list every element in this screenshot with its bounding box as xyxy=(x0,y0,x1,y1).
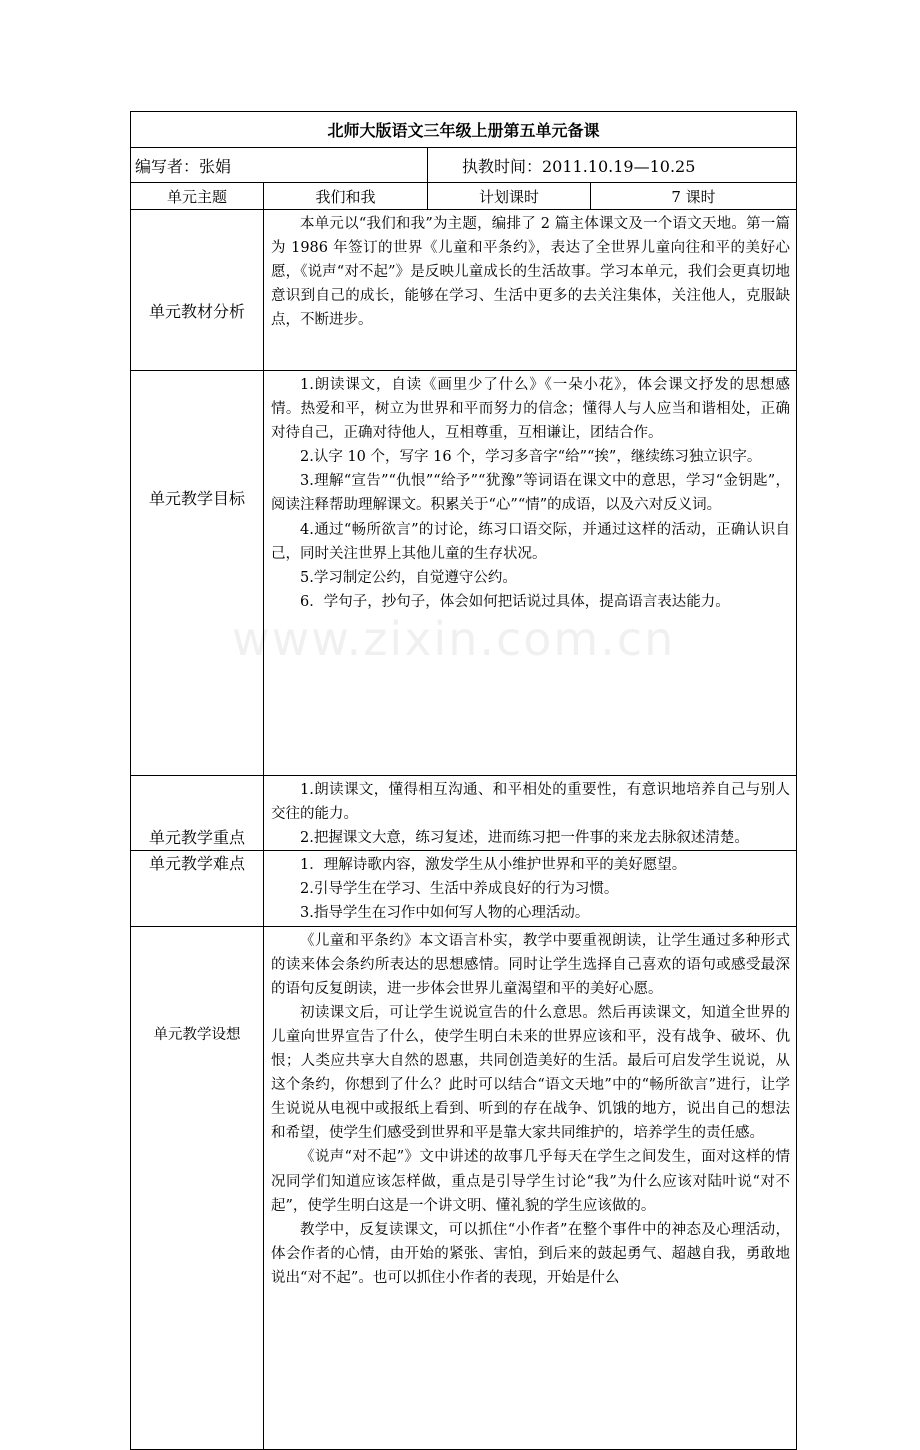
watermark: www.zixin.com.cn xyxy=(232,612,676,666)
planned-hours-value: 7 课时 xyxy=(591,183,797,210)
author-field: 编写者：张娟 xyxy=(131,148,428,183)
difficulty-item: 1．理解诗歌内容，激发学生从小维护世界和平的美好愿望。 xyxy=(300,857,687,874)
goal-item: 4.通过“畅所欲言”的讨论，练习口语交际，并通过这样的活动，正确认识自己，同时关注世界上其他儿童的生存状况。 xyxy=(271,521,791,562)
teaching-ideas-label: 单元教学设想 xyxy=(131,926,264,1449)
teaching-ideas-cell xyxy=(264,926,797,1449)
difficulties-label: 单元教学难点 xyxy=(131,851,264,926)
teaching-time-field: 执教时间：2011.10.19—10.25 xyxy=(428,148,797,183)
idea-paragraph: 教学中，反复读课文，可以抓住“小作者”在整个事件中的神态及心理活动，体会作者的心情，由开始的紧张、害怕，到后来的鼓起勇气、超越自我，勇敢地说出“对不起”。也可以抓住小作者的表现，开始是什么 xyxy=(271,1221,791,1286)
lesson-plan-table xyxy=(130,111,797,1450)
analysis-label: 单元教材分析 xyxy=(131,210,264,371)
key-points-label: 单元教学重点 xyxy=(131,776,264,851)
unit-theme-label: 单元主题 xyxy=(131,183,264,210)
planned-hours-label: 计划课时 xyxy=(428,183,591,210)
difficulties-cell xyxy=(264,851,797,926)
difficulty-item: 3.指导学生在习作中如何写人物的心理活动。 xyxy=(300,905,590,922)
idea-paragraph: 《儿童和平条约》本文语言朴实，教学中要重视朗读，让学生通过多种形式的读来体会条约所表达的思想感情。同时让学生选择自己喜欢的语句或感受最深的语句反复朗读，进一步体会世界儿童渴望和平的美好心愿。 xyxy=(271,932,791,997)
unit-theme-value: 我们和我 xyxy=(264,183,428,210)
goal-item: 5.学习制定公约，自觉遵守公约。 xyxy=(300,569,517,586)
analysis-text: 本单元以“我们和我”为主题，编排了 2 篇主体课文及一个语文天地。第一篇为 1986 年签订的世界《儿童和平条约》，表达了全世界儿童向往和平的美好心愿，《说声“对不起”》是反映儿童成长的生活故事。学习本单元，我们会更真切地意识到自己的成长，能够在学习、生活中更多的去关注集体，关注他人，克服缺点，不断进步。 xyxy=(271,216,791,329)
key-point-item: 1.朗读课文，懂得相互沟通、和平相处的重要性，有意识地培养自己与别人交往的能力。 xyxy=(271,782,791,823)
idea-paragraph: 初读课文后，可让学生说说宣告的什么意思。然后再读课文，知道全世界的儿童向世界宣告了什么，使学生明白未来的世界应该和平，没有战争、破坏、仇恨；人类应共享大自然的恩惠，共同创造美好的生活。最后可启发学生说说，从这个条约，你想到了什么？此时可以结合“语文天地”中的“畅所欲言”进行，让学生说说从电视中或报纸上看到、听到的存在战争、饥饿的地方，说出自己的想法和希望，使学生们感受到世界和平是靠大家共同维护的，培养学生的责任感。 xyxy=(271,1004,791,1142)
key-point-item: 2.把握课文大意，练习复述，进而练习把一件事的来龙去脉叙述清楚。 xyxy=(300,830,749,847)
difficulty-item: 2.引导学生在学习、生活中养成良好的行为习惯。 xyxy=(300,881,619,898)
goal-item: 1.朗读课文，自读《画里少了什么》《一朵小花》，体会课文抒发的思想感情。热爱和平，树立为世界和平而努力的信念；懂得人与人应当和谐相处，正确对待自己，正确对待他人，互相尊重，互相谦让，团结合作。 xyxy=(271,377,791,442)
goal-item: 2.认字 10 个，写字 16 个，学习多音字“给”“挨”，继续练习独立识字。 xyxy=(300,449,762,466)
goals-cell xyxy=(264,371,797,776)
goal-item: 3.理解“宣告”“仇恨”“给予”“犹豫”等词语在课文中的意思，学习“金钥匙”，阅读注释帮助理解课文。积累关于“心”“情”的成语，以及六对反义词。 xyxy=(271,473,791,514)
goals-label: 单元教学目标 xyxy=(131,371,264,776)
document-title: 北师大版语文三年级上册第五单元备课 xyxy=(131,112,797,148)
goal-item: 6．学句子，抄句子，体会如何把话说过具体，提高语言表达能力。 xyxy=(300,593,730,610)
analysis-cell xyxy=(264,210,797,371)
idea-paragraph: 《说声“对不起”》文中讲述的故事几乎每天在学生之间发生，面对这样的情况同学们知道应该怎样做，重点是引导学生讨论“我”为什么应该对陆叶说“对不起”，使学生明白这是一个讲文明、懂礼貌的学生应该做的。 xyxy=(271,1149,791,1214)
key-points-cell xyxy=(264,776,797,851)
